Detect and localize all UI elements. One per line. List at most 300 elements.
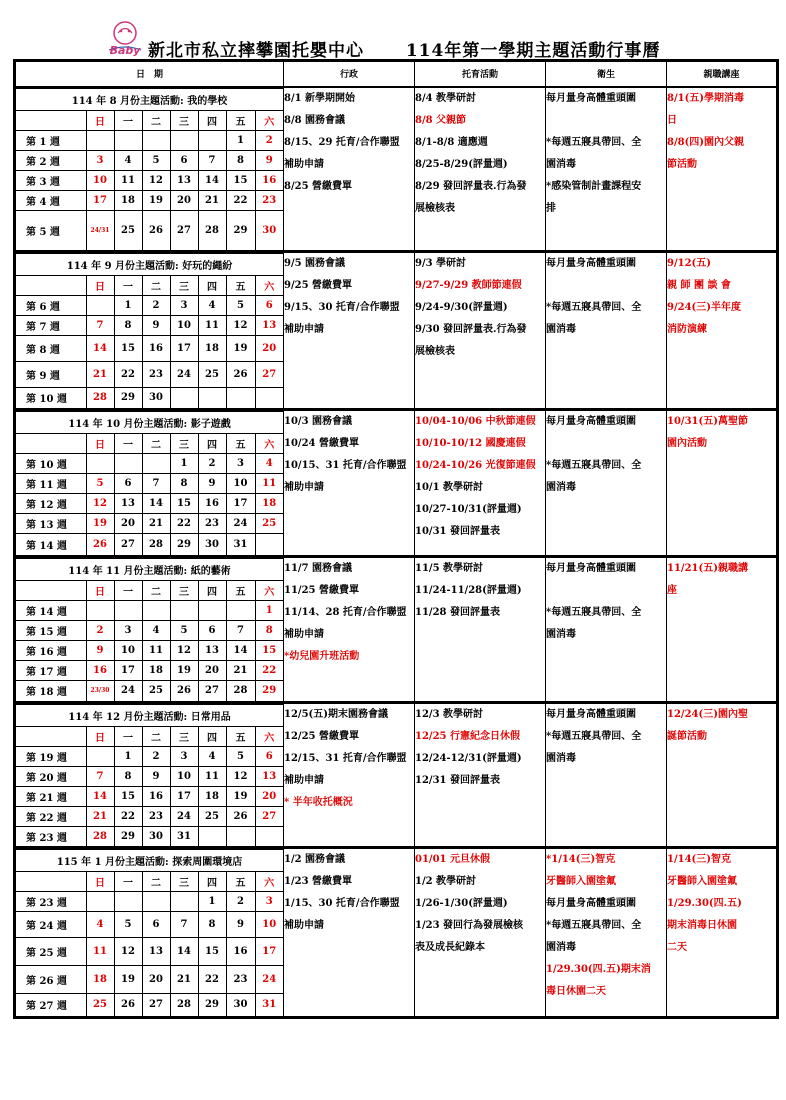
- month-calendar: [16, 849, 283, 1016]
- day-cell: 27: [255, 806, 283, 826]
- admin-notes-line: 補助申請: [284, 920, 324, 931]
- week-label: 第 25 週: [16, 938, 86, 966]
- day-cell: 31: [226, 533, 255, 555]
- day-cell: 1: [255, 601, 283, 621]
- weekday-header: 日: [86, 872, 114, 892]
- weekday-header: 六: [255, 872, 283, 892]
- parent-events: [667, 409, 778, 557]
- weekday-header: 三: [170, 433, 198, 453]
- day-cell: 9: [226, 912, 255, 938]
- day-cell: [255, 388, 283, 408]
- week-label: 第 10 週: [16, 388, 86, 408]
- weekday-corner: [16, 581, 86, 601]
- parent-events-line: 節活動: [667, 158, 697, 170]
- day-cell: 1: [226, 130, 255, 150]
- day-cell: [86, 453, 114, 473]
- week-row: [16, 661, 283, 681]
- page-title: [148, 36, 660, 61]
- day-cell: 1: [114, 746, 142, 766]
- week-row: [16, 150, 283, 170]
- care-activities: [415, 252, 546, 410]
- week-row: [16, 533, 283, 555]
- admin-notes-line: 補助申請: [284, 158, 324, 170]
- weekday-header: 六: [255, 110, 283, 130]
- health-notes-line: 每月量身高體重頭圍: [546, 708, 636, 720]
- day-cell: 8: [114, 766, 142, 786]
- parent-events-line: 12/24(三)園內聖: [667, 708, 748, 720]
- day-cell: 24: [170, 362, 198, 388]
- day-cell: 25: [86, 994, 114, 1016]
- day-cell: 15: [170, 493, 198, 513]
- care-activities-line: 1/26-1/30(評量週): [415, 898, 508, 909]
- week-row: [16, 994, 283, 1016]
- health-notes-line: 每月量身高體重頭圍: [546, 898, 636, 909]
- day-cell: [142, 601, 170, 621]
- week-label: 第 11 週: [16, 473, 86, 493]
- day-cell: 24: [170, 806, 198, 826]
- school-logo: [100, 20, 150, 60]
- parent-events-line: 8/8(四)園內父親: [667, 136, 745, 148]
- header-row: [15, 61, 778, 87]
- week-row: [16, 170, 283, 190]
- admin-notes-line: 1/2 園務會議: [284, 854, 346, 865]
- day-cell: 14: [198, 170, 226, 190]
- weekday-header: 六: [255, 433, 283, 453]
- day-cell: 18: [255, 493, 283, 513]
- admin-notes-line: *幼兒園升班活動: [284, 651, 360, 662]
- parent-events-line: 期末消毒日休園: [667, 920, 737, 931]
- care-activities: [415, 87, 546, 252]
- day-cell: 17: [114, 661, 142, 681]
- day-cell: 24/31: [86, 210, 114, 250]
- week-row: [16, 641, 283, 661]
- week-label: 第 14 週: [16, 601, 86, 621]
- parent-events-line: 9/12(五): [667, 258, 711, 269]
- week-row: [16, 938, 283, 966]
- day-cell: 12: [226, 316, 255, 336]
- week-label: 第 20 週: [16, 766, 86, 786]
- day-cell: 6: [255, 296, 283, 316]
- day-cell: 8: [170, 473, 198, 493]
- day-cell: 21: [86, 362, 114, 388]
- weekday-header: 六: [255, 726, 283, 746]
- month-calendar-cell: [15, 252, 284, 410]
- day-cell: 7: [226, 621, 255, 641]
- care-activities-line: 11/5 教學研討: [415, 563, 484, 574]
- health-notes: [546, 252, 667, 410]
- health-notes-line: *每週五寢具帶回、全: [546, 136, 642, 148]
- day-cell: 23: [142, 806, 170, 826]
- parent-events-line: 誕節活動: [667, 730, 707, 742]
- day-cell: 27: [170, 210, 198, 250]
- day-cell: 3: [170, 296, 198, 316]
- care-activities-line: 01/01 元旦休假: [415, 854, 490, 865]
- care-activities-line: 8/25-8/29(評量週): [415, 158, 508, 170]
- health-notes: [546, 848, 667, 1018]
- day-cell: [226, 826, 255, 846]
- week-row: [16, 493, 283, 513]
- day-cell: 19: [226, 336, 255, 362]
- week-label: 第 9 週: [16, 362, 86, 388]
- day-cell: 12: [86, 493, 114, 513]
- day-cell: 30: [226, 994, 255, 1016]
- month-row: [15, 702, 778, 848]
- day-cell: 16: [142, 786, 170, 806]
- week-row: [16, 786, 283, 806]
- month-theme-title: 115 年 1 月份主題活動: 探索周圍環境店: [16, 850, 283, 872]
- day-cell: 25: [142, 681, 170, 701]
- day-cell: 8: [226, 150, 255, 170]
- health-notes-line: *感染管制計畫課程安: [546, 180, 642, 192]
- day-cell: 3: [226, 453, 255, 473]
- month-theme-title: 114 年 12 月份主題活動: 日常用品: [16, 704, 283, 726]
- week-label: 第 7 週: [16, 316, 86, 336]
- day-cell: 21: [170, 966, 198, 994]
- week-label: 第 10 週: [16, 453, 86, 473]
- day-cell: 1: [198, 892, 226, 912]
- day-cell: 17: [170, 336, 198, 362]
- day-cell: 20: [255, 336, 283, 362]
- logo-text: Baby: [109, 44, 141, 57]
- weekday-header: 四: [198, 110, 226, 130]
- day-cell: [198, 826, 226, 846]
- day-cell: 19: [142, 190, 170, 210]
- day-cell: 22: [226, 190, 255, 210]
- week-label: 第 3 週: [16, 170, 86, 190]
- care-activities-line: 9/27-9/29 教師節連假: [415, 280, 522, 291]
- week-label: 第 13 週: [16, 513, 86, 533]
- weekday-header: 一: [114, 433, 142, 453]
- weekday-header: 四: [198, 872, 226, 892]
- weekday-header: 二: [142, 433, 170, 453]
- week-row: [16, 210, 283, 250]
- admin-notes: [284, 409, 415, 557]
- day-cell: 7: [198, 150, 226, 170]
- care-activities-line: 展檢核表: [415, 346, 455, 357]
- week-row: [16, 130, 283, 150]
- admin-notes-line: 10/3 園務會議: [284, 415, 353, 427]
- day-cell: 26: [170, 681, 198, 701]
- day-cell: [86, 746, 114, 766]
- week-row: [16, 190, 283, 210]
- day-cell: 8: [198, 912, 226, 938]
- weekday-header: 日: [86, 581, 114, 601]
- day-cell: 3: [86, 150, 114, 170]
- day-cell: 28: [86, 826, 114, 846]
- parent-events: [667, 848, 778, 1018]
- day-cell: [226, 388, 255, 408]
- day-cell: 28: [86, 388, 114, 408]
- day-cell: [142, 130, 170, 150]
- month-calendar-cell: [15, 87, 284, 252]
- day-cell: [198, 601, 226, 621]
- day-cell: 17: [226, 493, 255, 513]
- admin-notes-line: 11/25 營繳費單: [284, 585, 359, 596]
- weekday-header: 六: [255, 581, 283, 601]
- day-cell: [142, 453, 170, 473]
- day-cell: 4: [198, 746, 226, 766]
- school-name: 新北市私立摔攀園托嬰中心: [148, 41, 364, 61]
- day-cell: 22: [198, 966, 226, 994]
- day-cell: [86, 296, 114, 316]
- admin-notes: [284, 557, 415, 703]
- header-parent: 親職講座: [667, 61, 778, 87]
- day-cell: 26: [226, 806, 255, 826]
- day-cell: 16: [86, 661, 114, 681]
- day-cell: 14: [86, 786, 114, 806]
- care-activities: [415, 409, 546, 557]
- care-activities-line: 12/31 發回評量表: [415, 774, 500, 786]
- care-activities-line: 10/10-10/12 國慶連假: [415, 437, 526, 449]
- week-label: 第 4 週: [16, 190, 86, 210]
- admin-notes-line: * 半年收托概況: [284, 796, 353, 808]
- day-cell: 5: [226, 296, 255, 316]
- month-row: [15, 252, 778, 410]
- day-cell: 16: [198, 493, 226, 513]
- admin-notes-line: 補助申請: [284, 774, 324, 786]
- week-row: [16, 362, 283, 388]
- admin-notes-line: 12/5(五)期末園務會議: [284, 708, 388, 720]
- day-cell: 26: [226, 362, 255, 388]
- weekday-corner: [16, 276, 86, 296]
- admin-notes-line: 9/25 營繳費單: [284, 280, 353, 291]
- health-notes-line: 1/29.30(四.五)期末消: [546, 964, 651, 975]
- day-cell: 19: [226, 786, 255, 806]
- day-cell: 18: [198, 336, 226, 362]
- care-activities-line: 9/3 學研討: [415, 258, 467, 269]
- week-row: [16, 892, 283, 912]
- month-calendar-cell: [15, 702, 284, 848]
- month-row: [15, 848, 778, 1018]
- day-cell: 20: [142, 966, 170, 994]
- page-header: [100, 20, 720, 60]
- weekday-header: 五: [226, 726, 255, 746]
- care-activities-line: 10/04-10/06 中秋節連假: [415, 415, 536, 427]
- day-cell: 11: [142, 641, 170, 661]
- health-notes-line: 園消毒: [546, 158, 576, 170]
- parent-events: [667, 252, 778, 410]
- day-cell: 20: [170, 190, 198, 210]
- weekday-header: 三: [170, 581, 198, 601]
- weekday-header: 五: [226, 433, 255, 453]
- week-label: 第 22 週: [16, 806, 86, 826]
- day-cell: 22: [170, 513, 198, 533]
- day-cell: 18: [114, 190, 142, 210]
- admin-notes-line: 11/14、28 托育/合作聯盟: [284, 607, 407, 618]
- month-calendar-cell: [15, 557, 284, 703]
- day-cell: 5: [142, 150, 170, 170]
- day-cell: 15: [198, 938, 226, 966]
- day-cell: 12: [226, 766, 255, 786]
- day-cell: [114, 601, 142, 621]
- day-cell: [114, 130, 142, 150]
- day-cell: 11: [255, 473, 283, 493]
- day-cell: [114, 892, 142, 912]
- day-cell: 18: [198, 786, 226, 806]
- day-cell: 27: [255, 362, 283, 388]
- day-cell: 22: [114, 362, 142, 388]
- parent-events-line: 座: [667, 585, 677, 596]
- day-cell: 31: [170, 826, 198, 846]
- day-cell: 3: [170, 746, 198, 766]
- day-cell: 3: [255, 892, 283, 912]
- weekday-header: 一: [114, 872, 142, 892]
- weekday-header: 三: [170, 872, 198, 892]
- weekday-header: 三: [170, 726, 198, 746]
- day-cell: 2: [255, 130, 283, 150]
- day-cell: 30: [142, 388, 170, 408]
- care-activities-line: 8/1-8/8 適應週: [415, 136, 488, 148]
- day-cell: 1: [114, 296, 142, 316]
- weekday-header: 三: [170, 110, 198, 130]
- day-cell: [86, 130, 114, 150]
- parent-events-line: 牙醫師入園塗氟: [667, 876, 737, 887]
- care-activities-line: 10/1 教學研討: [415, 481, 484, 493]
- week-row: [16, 473, 283, 493]
- weekday-corner: [16, 726, 86, 746]
- week-row: [16, 453, 283, 473]
- day-cell: 21: [198, 190, 226, 210]
- week-row: [16, 912, 283, 938]
- month-calendar: [16, 411, 283, 556]
- weekday-header: 一: [114, 276, 142, 296]
- day-cell: 19: [114, 966, 142, 994]
- health-notes-line: 毒日休園二天: [546, 986, 606, 997]
- week-label: 第 5 週: [16, 210, 86, 250]
- day-cell: 9: [142, 316, 170, 336]
- day-cell: 27: [114, 533, 142, 555]
- day-cell: 10: [86, 170, 114, 190]
- parent-events-line: 日: [667, 114, 677, 126]
- day-cell: 20: [114, 513, 142, 533]
- day-cell: 7: [142, 473, 170, 493]
- admin-notes-line: 1/15、30 托育/合作聯盟: [284, 898, 400, 909]
- care-activities: [415, 557, 546, 703]
- admin-notes-line: 8/8 園務會議: [284, 114, 346, 126]
- week-label: 第 17 週: [16, 661, 86, 681]
- health-notes-line: 園消毒: [546, 942, 576, 953]
- week-row: [16, 681, 283, 701]
- health-notes-line: [546, 580, 666, 602]
- week-label: 第 8 週: [16, 336, 86, 362]
- care-activities-line: 9/30 發回評量表.行為發: [415, 324, 527, 335]
- week-label: 第 21 週: [16, 786, 86, 806]
- care-activities-line: 1/23 發回行為發展檢核: [415, 920, 524, 931]
- parent-events-line: 9/24(三)半年度: [667, 302, 741, 313]
- week-label: 第 14 週: [16, 533, 86, 555]
- month-calendar: [16, 704, 283, 847]
- care-activities-line: 9/24-9/30(評量週): [415, 302, 508, 313]
- parent-events: [667, 87, 778, 252]
- week-row: [16, 388, 283, 408]
- day-cell: 21: [226, 661, 255, 681]
- day-cell: 4: [255, 453, 283, 473]
- parent-events: [667, 557, 778, 703]
- day-cell: 26: [142, 210, 170, 250]
- parent-events-line: 1/29.30(四.五): [667, 898, 742, 909]
- month-calendar: [16, 558, 283, 701]
- week-label: 第 18 週: [16, 681, 86, 701]
- day-cell: 20: [198, 661, 226, 681]
- admin-notes: [284, 87, 415, 252]
- health-notes-line: 園消毒: [546, 481, 576, 493]
- day-cell: 6: [170, 150, 198, 170]
- weekday-header: 二: [142, 872, 170, 892]
- weekday-header: 四: [198, 276, 226, 296]
- day-cell: 1: [170, 453, 198, 473]
- care-activities-line: 展檢核表: [415, 202, 455, 214]
- day-cell: 13: [255, 766, 283, 786]
- day-cell: 25: [114, 210, 142, 250]
- week-row: [16, 513, 283, 533]
- care-activities-line: 10/31 發回評量表: [415, 525, 500, 537]
- month-row: [15, 409, 778, 557]
- weekday-header: 五: [226, 872, 255, 892]
- care-activities-line: 1/2 教學研討: [415, 876, 477, 887]
- admin-notes: [284, 702, 415, 848]
- day-cell: 12: [170, 641, 198, 661]
- health-notes: [546, 409, 667, 557]
- header-health: 衛生: [546, 61, 667, 87]
- day-cell: 17: [170, 786, 198, 806]
- week-label: 第 19 週: [16, 746, 86, 766]
- health-notes-line: 每月量身高體重頭圍: [546, 258, 636, 269]
- day-cell: 12: [142, 170, 170, 190]
- day-cell: 22: [255, 661, 283, 681]
- weekday-header: 六: [255, 276, 283, 296]
- day-cell: 5: [226, 746, 255, 766]
- day-cell: [170, 130, 198, 150]
- week-label: 第 12 週: [16, 493, 86, 513]
- header-admin: 行政: [284, 61, 415, 87]
- admin-notes-line: 11/7 園務會議: [284, 563, 353, 574]
- day-cell: 14: [142, 493, 170, 513]
- week-row: [16, 806, 283, 826]
- week-row: [16, 316, 283, 336]
- health-notes-line: *每週五寢具帶回、全: [546, 920, 642, 931]
- weekday-header: 四: [198, 581, 226, 601]
- day-cell: 2: [142, 746, 170, 766]
- day-cell: 2: [226, 892, 255, 912]
- day-cell: 10: [255, 912, 283, 938]
- weekday-header: 日: [86, 726, 114, 746]
- day-cell: 18: [142, 661, 170, 681]
- weekday-corner: [16, 872, 86, 892]
- care-activities-line: 10/24-10/26 光復節連假: [415, 459, 536, 471]
- day-cell: 14: [170, 938, 198, 966]
- day-cell: 30: [255, 210, 283, 250]
- day-cell: 18: [86, 966, 114, 994]
- day-cell: 11: [114, 170, 142, 190]
- day-cell: 10: [114, 641, 142, 661]
- health-notes: [546, 557, 667, 703]
- day-cell: 8: [114, 316, 142, 336]
- day-cell: 7: [170, 912, 198, 938]
- day-cell: 29: [198, 994, 226, 1016]
- parent-events-line: 10/31(五)萬聖節: [667, 415, 748, 427]
- day-cell: 2: [142, 296, 170, 316]
- parent-events: [667, 702, 778, 848]
- health-notes-line: [546, 275, 666, 297]
- day-cell: 29: [114, 388, 142, 408]
- admin-notes: [284, 252, 415, 410]
- day-cell: 26: [86, 533, 114, 555]
- semester-title: 114年第一學期主題活動行事曆: [405, 41, 661, 61]
- week-label: 第 1 週: [16, 130, 86, 150]
- care-activities-line: 表及成長紀錄本: [415, 942, 485, 953]
- admin-notes-line: 9/5 園務會議: [284, 258, 346, 269]
- day-cell: 26: [114, 994, 142, 1016]
